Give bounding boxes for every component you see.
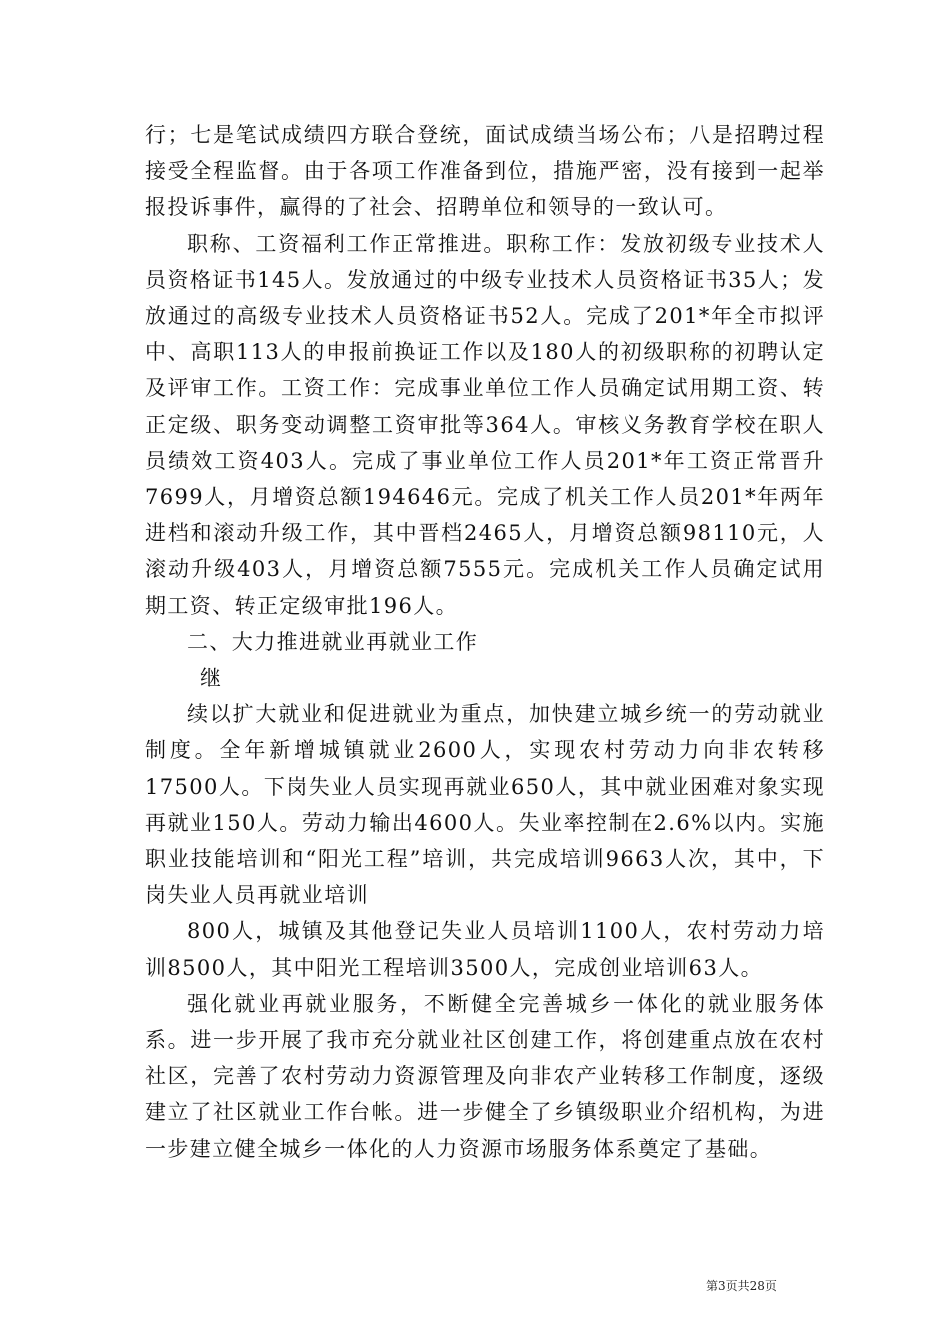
section-heading-employment: 二、大力推进就业再就业工作 bbox=[187, 629, 479, 654]
page-number: 第3页共28页 bbox=[706, 1279, 777, 1293]
paragraph-fragment: 继 bbox=[200, 666, 223, 691]
paragraph-employment-services: 强化就业再就业服务，不断健全完善城乡一体化的就业服务体系。进一步开展了我市充分就业社区创建工作，将创建重点放在农村社区，完善了农村劳动力资源管理及向非农产业转移工作制度，逐级建立了社区就业工作台帐。进一步健全了乡镇级职业介绍机构，为进一步建立健全城乡一体化的人力资源市场服务体系奠定了基础。 bbox=[145, 991, 825, 1161]
paragraph-titles-and-wages: 职称、工资福利工作正常推进。职称工作：发放初级专业技术人员资格证书145人。发放通过的中级专业技术人员资格证书35人；发放通过的高级专业技术人员资格证书52人。完成了201*年全市拟评中、高职113人的申报前换证工作以及180人的初级职称的初聘认定及评审工作。工资工作：完成事业单位工作人员确定试用期工资、转正定级、职务变动调整工资审批等364人。审核义务教育学校在职人员绩效工资403人。完成了事业单位工作人员201*年工资正常晋升7699人，月增资总额194646元。完成了机关工作人员201*年两年进档和滚动升级工作，其中晋档2465人，月增资总额98110元，人滚动升级403人，月增资总额7555元。完成机关工作人员确定试用期工资、转正定级审批196人。 bbox=[145, 231, 825, 618]
document-body bbox=[145, 117, 825, 1167]
paragraph-employment-stats: 续以扩大就业和促进就业为重点，加快建立城乡统一的劳动就业制度。全年新增城镇就业2600人，实现农村劳动力向非农转移17500人。下岗失业人员实现再就业650人，其中就业困难对象实现再就业150人。劳动力输出4600人。失业率控制在2.6%以内。实施职业技能培训和“阳光工程”培训，共完成培训9663人次，其中，下岗失业人员再就业培训 bbox=[145, 702, 825, 908]
paragraph-recruitment-end: 行；七是笔试成绩四方联合登统，面试成绩当场公布；八是招聘过程接受全程监督。由于各项工作准备到位，措施严密，没有接到一起举报投诉事件，赢得的了社会、招聘单位和领导的一致认可。 bbox=[145, 123, 825, 220]
paragraph-training-stats: 800人，城镇及其他登记失业人员培训1100人，农村劳动力培训8500人，其中阳光工程培训3500人，完成创业培训63人。 bbox=[145, 919, 825, 980]
